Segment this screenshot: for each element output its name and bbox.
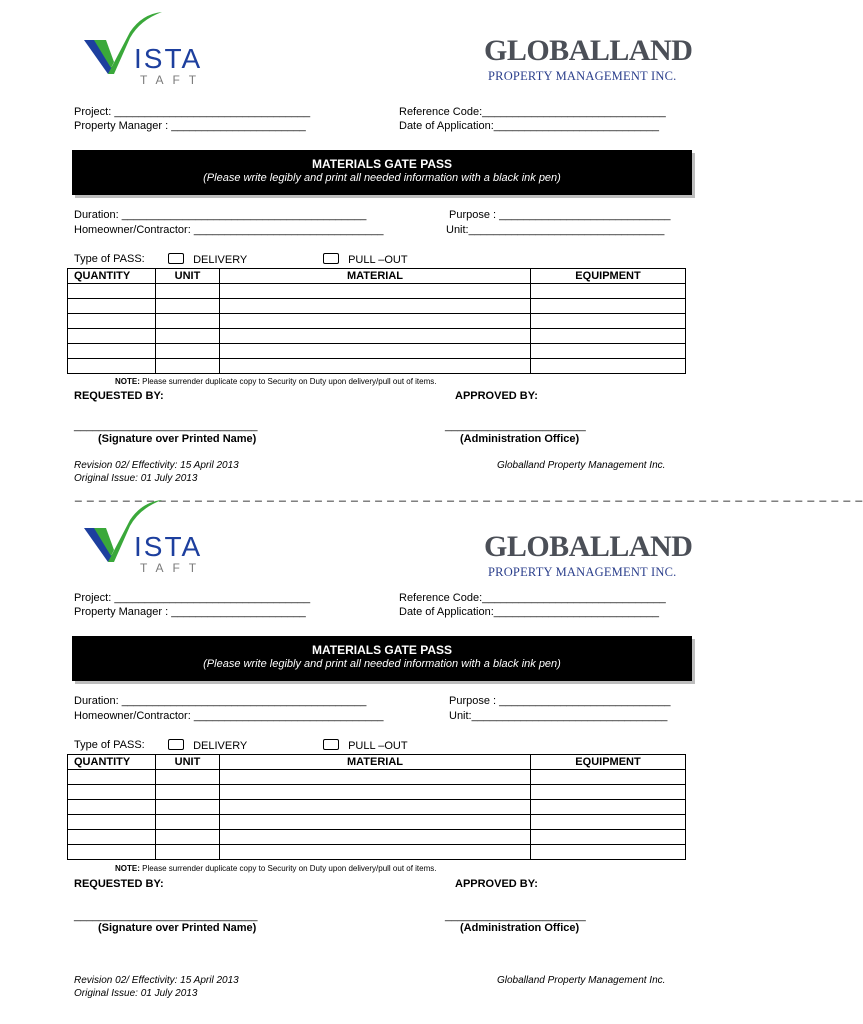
form-title-banner xyxy=(72,150,692,195)
delivery-checkbox[interactable] xyxy=(168,253,184,264)
pullout-option[interactable] xyxy=(323,739,408,753)
requester-caption: (Signature over Printed Name) xyxy=(98,922,257,934)
table-row[interactable] xyxy=(68,344,686,359)
taft-word: TAFT xyxy=(140,73,206,87)
items-table xyxy=(67,268,686,374)
surrender-note xyxy=(115,377,437,386)
revision-text: Revision 02/ Effectivity: 15 April 2013 xyxy=(74,975,239,986)
quantity-header: QUANTITY xyxy=(68,269,156,284)
original-issue-text: Original Issue: 01 July 2013 xyxy=(74,988,198,999)
homeowner-contractor-field[interactable]: Homeowner/Contractor: _______________________________ xyxy=(74,224,384,236)
reference-code-field[interactable]: Reference Code:______________________________ xyxy=(399,106,666,118)
approved-by-label: APPROVED BY: xyxy=(455,878,538,890)
globalland-subtitle: PROPERTY MANAGEMENT INC. xyxy=(488,565,677,579)
delivery-option[interactable] xyxy=(168,253,247,267)
globalland-logo xyxy=(482,524,692,584)
approver-caption: (Administration Office) xyxy=(460,922,580,934)
pullout-checkbox[interactable] xyxy=(323,739,339,750)
approved-by-label: APPROVED BY: xyxy=(455,390,538,402)
form-instructions: (Please write legibly and print all needed information with a black ink pen) xyxy=(203,172,561,184)
table-row[interactable] xyxy=(68,299,686,314)
note-text: Please surrender duplicate copy to Security on Duty upon delivery/pull out of items. xyxy=(139,864,437,873)
purpose-field[interactable]: Purpose : ____________________________ xyxy=(449,695,671,707)
pullout-label: PULL –OUT xyxy=(348,740,408,752)
vista-taft-logo xyxy=(78,498,228,574)
vista-taft-logo xyxy=(78,10,228,86)
material-header: MATERIAL xyxy=(220,755,531,770)
approver-signature-line[interactable]: _______________________ xyxy=(445,910,586,922)
requester-signature-line[interactable]: ______________________________ xyxy=(74,420,258,432)
table-row[interactable] xyxy=(68,830,686,845)
surrender-note xyxy=(115,864,437,873)
pullout-checkbox[interactable] xyxy=(323,253,339,264)
project-field[interactable]: Project: ________________________________ xyxy=(74,592,311,604)
pass-type-label: Type of PASS: xyxy=(74,739,145,751)
requested-by-label: REQUESTED BY: xyxy=(74,390,164,402)
taft-word: TAFT xyxy=(140,561,206,575)
items-table-header xyxy=(68,755,686,770)
date-of-application-field[interactable]: Date of Application:___________________________ xyxy=(399,606,659,618)
globalland-word: GLOBALLAND xyxy=(484,530,693,563)
gate-pass-copy-1 xyxy=(0,0,768,490)
form-instructions: (Please write legibly and print all needed information with a black ink pen) xyxy=(203,658,561,670)
equipment-header: EQUIPMENT xyxy=(531,269,686,284)
approver-signature-line[interactable]: _______________________ xyxy=(445,420,586,432)
items-table-header xyxy=(68,269,686,284)
table-row[interactable] xyxy=(68,329,686,344)
duration-field[interactable]: Duration: ________________________________________ xyxy=(74,695,367,707)
requested-by-label: REQUESTED BY: xyxy=(74,878,164,890)
duration-field[interactable]: Duration: ________________________________________ xyxy=(74,209,367,221)
reference-code-field[interactable]: Reference Code:______________________________ xyxy=(399,592,666,604)
table-row[interactable] xyxy=(68,314,686,329)
unit-header: UNIT xyxy=(156,269,220,284)
requester-caption: (Signature over Printed Name) xyxy=(98,433,257,445)
property-manager-field[interactable]: Property Manager : ______________________ xyxy=(74,606,306,618)
table-row[interactable] xyxy=(68,359,686,374)
material-header: MATERIAL xyxy=(220,269,531,284)
approver-caption: (Administration Office) xyxy=(460,433,580,445)
quantity-header: QUANTITY xyxy=(68,755,156,770)
vista-word: ISTA xyxy=(134,43,203,74)
note-text: Please surrender duplicate copy to Security on Duty upon delivery/pull out of items. xyxy=(139,377,437,386)
cut-line: _ _ _ _ _ _ _ _ _ _ _ _ _ _ _ _ _ _ _ _ _ _ _ _ _ _ _ _ _ _ _ _ _ _ _ _ _ _ _ _ _ _ _ _ _ _ _ _ _ _ _ _ _ _ _ _ _ _ _ _ _ _ _ _ _ _ xyxy=(75,488,863,502)
original-issue-text: Original Issue: 01 July 2013 xyxy=(74,473,198,484)
date-of-application-field[interactable]: Date of Application:___________________________ xyxy=(399,120,659,132)
company-footer: Globalland Property Management Inc. xyxy=(497,975,666,986)
table-row[interactable] xyxy=(68,770,686,785)
note-label: NOTE: xyxy=(115,864,140,873)
purpose-field[interactable]: Purpose : ____________________________ xyxy=(449,209,671,221)
vista-word: ISTA xyxy=(134,531,203,562)
unit-header: UNIT xyxy=(156,755,220,770)
project-field[interactable]: Project: ________________________________ xyxy=(74,106,311,118)
table-row[interactable] xyxy=(68,845,686,860)
unit-field[interactable]: Unit:________________________________ xyxy=(446,224,665,236)
note-label: NOTE: xyxy=(115,377,140,386)
delivery-option[interactable] xyxy=(168,739,247,753)
homeowner-contractor-field[interactable]: Homeowner/Contractor: _______________________________ xyxy=(74,710,384,722)
table-row[interactable] xyxy=(68,815,686,830)
unit-field[interactable]: Unit:________________________________ xyxy=(449,710,668,722)
form-title: MATERIALS GATE PASS xyxy=(311,643,452,657)
delivery-checkbox[interactable] xyxy=(168,739,184,750)
pullout-label: PULL –OUT xyxy=(348,254,408,266)
globalland-logo xyxy=(482,28,692,88)
globalland-subtitle: PROPERTY MANAGEMENT INC. xyxy=(488,69,677,83)
table-row[interactable] xyxy=(68,284,686,299)
pass-type-label: Type of PASS: xyxy=(74,253,145,265)
form-title: MATERIALS GATE PASS xyxy=(311,157,452,171)
globalland-word: GLOBALLAND xyxy=(484,34,693,67)
gate-pass-copy-2 xyxy=(0,488,768,999)
table-row[interactable] xyxy=(68,800,686,815)
form-title-banner xyxy=(72,636,692,681)
delivery-label: DELIVERY xyxy=(193,254,248,266)
revision-text: Revision 02/ Effectivity: 15 April 2013 xyxy=(74,460,239,471)
pullout-option[interactable] xyxy=(323,253,408,267)
equipment-header: EQUIPMENT xyxy=(531,755,686,770)
company-footer: Globalland Property Management Inc. xyxy=(497,460,666,471)
items-table xyxy=(67,754,686,860)
table-row[interactable] xyxy=(68,785,686,800)
requester-signature-line[interactable]: ______________________________ xyxy=(74,910,258,922)
property-manager-field[interactable]: Property Manager : ______________________ xyxy=(74,120,306,132)
delivery-label: DELIVERY xyxy=(193,740,248,752)
